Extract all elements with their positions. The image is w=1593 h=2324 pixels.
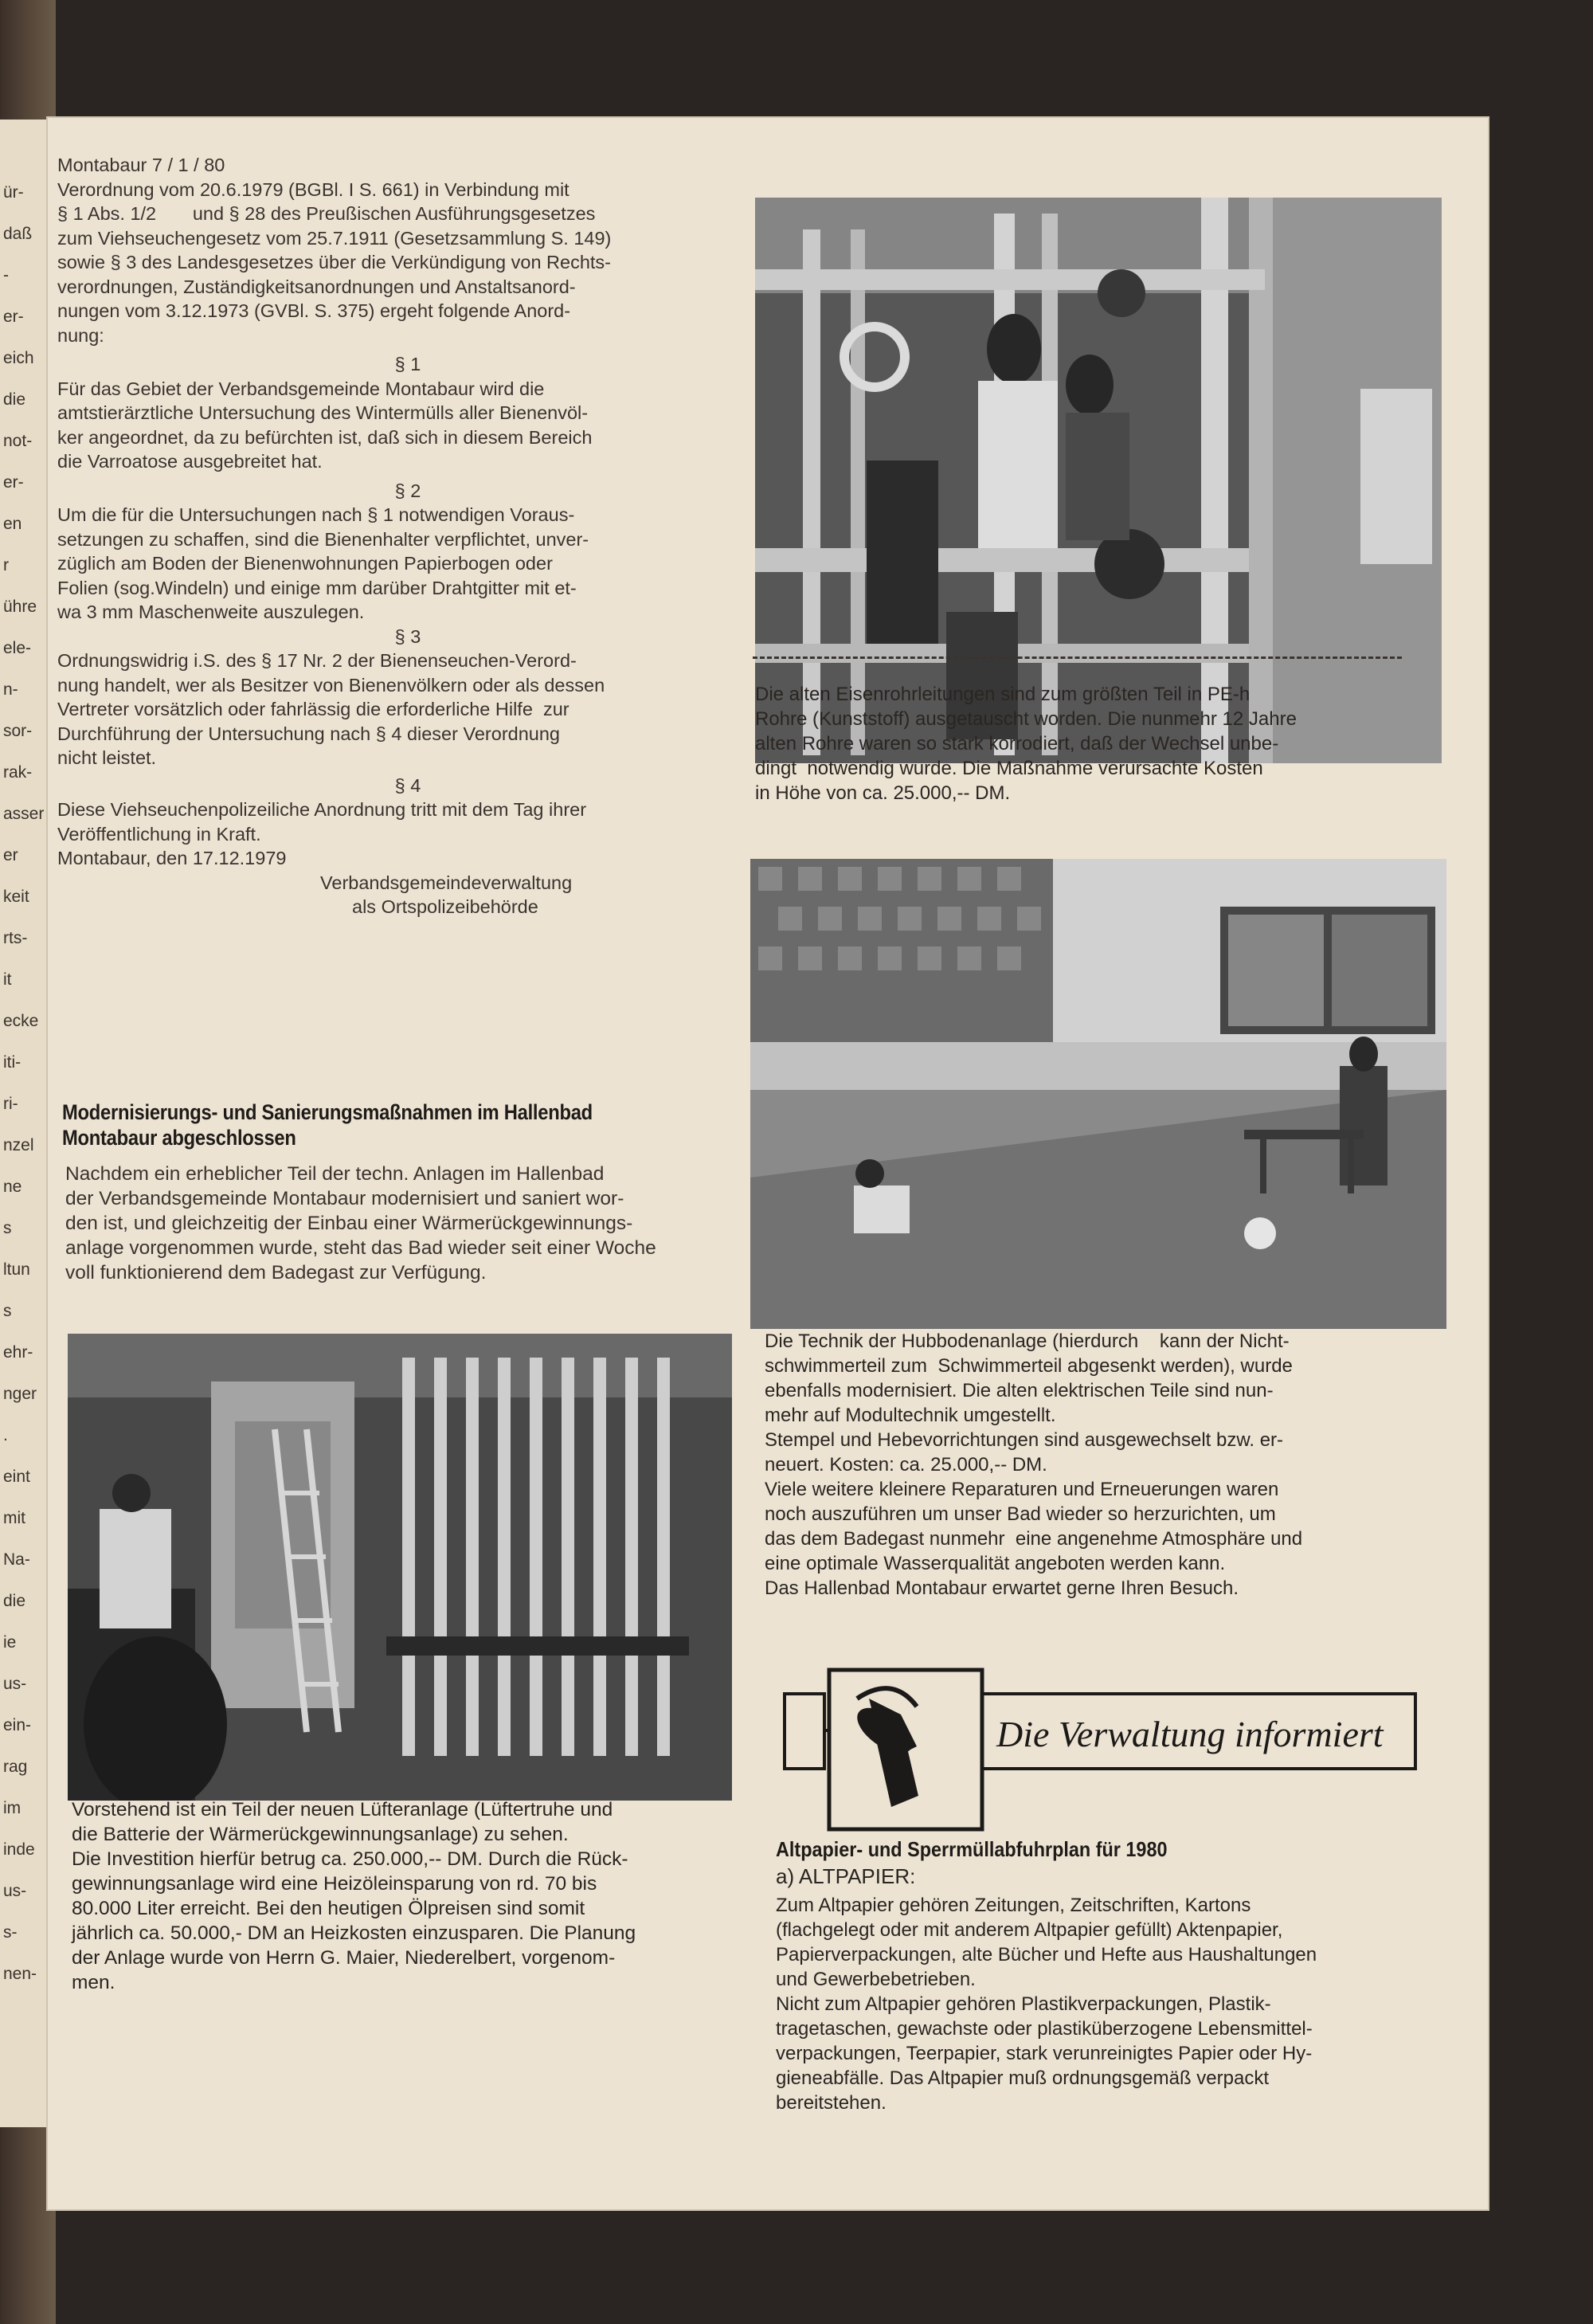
previous-page-fragment: die	[3, 390, 26, 409]
previous-page-fragment: asser	[3, 805, 45, 823]
text-line: amtstierärztliche Untersuchung des Wintermülls aller Bienenvöl-	[57, 402, 589, 423]
text-line: setzungen zu schaffen, sind die Bienenhalter verpflichtet, unver-	[57, 528, 589, 550]
section-2-title: § 2	[394, 480, 421, 501]
previous-page-fragment: er	[3, 846, 18, 864]
verwaltung-informiert-logo	[781, 1667, 1419, 1836]
previous-page-edge	[0, 120, 48, 2127]
previous-page-fragment: rag	[3, 1758, 28, 1776]
text-line: nicht leistet.	[57, 747, 157, 768]
text-line: nung:	[57, 324, 104, 346]
text-line: 80.000 Liter erreicht. Bei den heutigen Ölpreisen sind somit	[72, 1898, 585, 1919]
section-2-text	[57, 503, 758, 625]
signature-role: als Ortspolizeibehörde	[352, 896, 538, 917]
text-line: Die Technik der Hubbodenanlage (hierdurch kann der Nicht-	[765, 1331, 1290, 1352]
text-line: Diese Viehseuchenpolizeiliche Anordnung tritt mit dem Tag ihrer	[57, 799, 587, 820]
signature-authority: Verbandsgemeindeverwaltung	[320, 872, 573, 893]
article-heading-line-2: Montabaur abgeschlossen	[62, 1126, 296, 1150]
text-line: Papierverpackungen, alte Bücher und Hefte aus Haushaltungen	[776, 1944, 1317, 1965]
text-line: Veröffentlichung in Kraft.	[57, 823, 261, 845]
caption-pipes	[755, 682, 1456, 805]
text-line: in Höhe von ca. 25.000,-- DM.	[755, 782, 1011, 804]
text-line: schwimmerteil zum Schwimmerteil abgesenkt werden), wurde	[765, 1355, 1293, 1377]
notice-reference: Montabaur 7 / 1 / 80	[57, 155, 225, 175]
text-line: zum Viehseuchengesetz vom 25.7.1911 (Gesetzsammlung S. 149)	[57, 227, 612, 249]
text-line: das dem Badegast nunmehr eine angenehme Atmosphäre und	[765, 1528, 1303, 1550]
previous-page-fragment: en	[3, 515, 22, 533]
newsletter-page	[48, 118, 1488, 2209]
text-line: Rohre (Kunststoff) ausgetauscht worden. Die nunmehr 12 Jahre	[755, 708, 1297, 730]
text-line: Das Hallenbad Montabaur erwartet gerne Ihren Besuch.	[765, 1577, 1239, 1599]
article-body	[65, 1162, 766, 1285]
text-line: Stempel und Hebevorrichtungen sind ausgewechselt bzw. er-	[765, 1429, 1284, 1451]
text-line: dingt notwendig wurde. Die Maßnahme verursachte Kosten	[755, 758, 1263, 779]
text-line: noch auszuführen um unser Bad wieder so herzurichten, um	[765, 1503, 1276, 1525]
text-line: den ist, und gleichzeitig der Einbau einer Wärmerückgewinnungs-	[65, 1213, 633, 1234]
previous-page-fragment: ne	[3, 1178, 22, 1196]
text-line: sowie § 3 des Landesgesetzes über die Verkündigung von Rechts-	[57, 252, 612, 272]
section-4-title: § 4	[394, 774, 421, 796]
text-line: voll funktionierend dem Badegast zur Verfügung.	[65, 1262, 487, 1283]
previous-page-fragment: us-	[3, 1675, 27, 1693]
text-line: Montabaur, den 17.12.1979	[57, 848, 287, 868]
caption-divider	[753, 656, 1402, 659]
previous-page-fragment: iti-	[3, 1053, 22, 1072]
text-line: Viele weitere kleinere Reparaturen und Erneuerungen waren	[765, 1479, 1279, 1500]
notice-block	[57, 153, 758, 919]
previous-page-fragment: sor-	[3, 722, 33, 740]
previous-page-fragment: r	[3, 556, 9, 574]
text-line: Vorstehend ist ein Teil der neuen Lüfteranlage (Lüftertruhe und	[72, 1799, 613, 1820]
text-line: verpackungen, Teerpapier, stark verunreinigtes Papier oder Hy-	[776, 2043, 1313, 2064]
previous-page-fragment: inde	[3, 1840, 35, 1859]
previous-page-fragment: nzel	[3, 1136, 34, 1154]
previous-page-fragment: eich	[3, 349, 34, 367]
text-line: Nachdem ein erheblicher Teil der techn. Anlagen im Hallenbad	[65, 1163, 605, 1185]
logo-text: Die Verwaltung informiert	[996, 1714, 1384, 1754]
text-line: die Varroatose ausgebreitet hat.	[57, 451, 323, 472]
text-line: Ordnungswidrig i.S. des § 17 Nr. 2 der Bienenseuchen-Verord-	[57, 650, 577, 671]
article-heading	[62, 1099, 763, 1150]
previous-page-fragment: Na-	[3, 1550, 30, 1569]
text-line: Verordnung vom 20.6.1979 (BGBl. I S. 661) in Verbindung mit	[57, 178, 569, 200]
text-line: Um die für die Untersuchungen nach § 1 notwendigen Voraus-	[57, 504, 575, 525]
previous-page-fragment: ri-	[3, 1095, 18, 1113]
ventilation-illustration	[68, 1334, 732, 1801]
text-line: Die alten Eisenrohrleitungen sind zum größten Teil in PE-h	[755, 684, 1251, 705]
notice-intro	[57, 178, 758, 348]
waste-plan-body	[776, 1893, 1461, 2115]
previous-page-fragment: us-	[3, 1882, 27, 1900]
section-3-title: § 3	[394, 625, 421, 647]
previous-page-fragment: it	[3, 970, 12, 989]
previous-page-fragment: nen-	[3, 1965, 37, 1983]
previous-page-fragment: rak-	[3, 763, 33, 782]
pool-illustration	[750, 859, 1446, 1329]
text-line: Für das Gebiet der Verbandsgemeinde Montabaur wird die	[57, 378, 545, 399]
previous-page-fragment: ie	[3, 1633, 17, 1652]
text-line: Die Investition hierfür betrug ca. 250.000,-- DM. Durch die Rück-	[72, 1848, 628, 1870]
previous-page-fragment: -	[3, 266, 9, 284]
previous-page-fragment: .	[3, 1426, 8, 1444]
text-line: nung handelt, wer als Besitzer von Bienenvölkern oder als dessen	[57, 674, 605, 696]
photo-pipe-room	[755, 198, 1442, 763]
text-line: und Gewerbebetrieben.	[776, 1969, 976, 1990]
previous-page-fragment: s	[3, 1302, 12, 1320]
previous-page-fragment: ühre	[3, 598, 37, 616]
text-line: Nicht zum Altpapier gehören Plastikverpackungen, Plastik-	[776, 1993, 1271, 2015]
text-line: tragetaschen, gewachste oder plastiküberzogene Lebensmittel-	[776, 2018, 1313, 2040]
section-4-text	[57, 798, 758, 871]
text-line: Vertreter vorsätzlich oder fahrlässig die erforderliche Hilfe zur	[57, 699, 569, 719]
previous-page-fragment: er-	[3, 473, 24, 492]
previous-page-fragment: keit	[3, 888, 29, 906]
previous-page-fragment: s	[3, 1219, 12, 1237]
text-line: bereitstehen.	[776, 2092, 887, 2114]
previous-page-fragment: ele-	[3, 639, 32, 657]
text-line: ker angeordnet, da zu befürchten ist, daß sich in diesem Bereich	[57, 426, 593, 448]
previous-page-fragment: ür-	[3, 183, 24, 202]
text-line: eine optimale Wasserqualität angeboten werden kann.	[765, 1553, 1226, 1574]
text-line: neuert. Kosten: ca. 25.000,-- DM.	[765, 1454, 1047, 1476]
text-line: verordnungen, Zuständigkeitsanordnungen und Anstaltsanord-	[57, 276, 576, 297]
previous-page-fragment: im	[3, 1799, 22, 1817]
previous-page-fragment: daß	[3, 225, 33, 243]
text-line: gieneabfälle. Das Altpapier muß ordnungsgemäß verpackt	[776, 2067, 1270, 2089]
previous-page-fragment: ehr-	[3, 1343, 33, 1362]
previous-page-fragment: nger	[3, 1385, 37, 1403]
article-heading-line-1: Modernisierungs- und Sanierungsmaßnahmen im Hallenbad	[62, 1100, 593, 1124]
text-line: ebenfalls modernisiert. Die alten elektrischen Teile sind nun-	[765, 1380, 1274, 1401]
pipe-room-illustration	[755, 198, 1442, 763]
section-1-text	[57, 377, 758, 474]
previous-page-fragment: ein-	[3, 1716, 32, 1734]
megaphone-icon	[850, 1688, 920, 1807]
text-line: (flachgelegt oder mit anderem Altpapier gefüllt) Aktenpapier,	[776, 1919, 1283, 1941]
text-line: der Anlage wurde von Herrn G. Maier, Niederelbert, vorgenom-	[72, 1947, 616, 1969]
waste-plan-title: Altpapier- und Sperrmüllabfuhrplan für 1980	[776, 1837, 1168, 1861]
previous-page-fragment: not-	[3, 432, 33, 450]
waste-plan-subtitle: a) ALTPAPIER:	[776, 1864, 916, 1888]
text-line: Folien (sog.Windeln) und einige mm darüber Drahtgitter mit et-	[57, 577, 577, 598]
caption-ventilation	[72, 1797, 773, 1995]
previous-page-fragment: mit	[3, 1509, 25, 1527]
text-line: wa 3 mm Maschenweite auszulegen.	[57, 602, 365, 622]
text-line: anlage vorgenommen wurde, steht das Bad wieder seit einer Woche	[65, 1237, 656, 1259]
previous-page-fragment: rts-	[3, 929, 28, 947]
text-line: gewinnungsanlage wird eine Heizöleinsparung von rd. 70 bis	[72, 1873, 597, 1895]
previous-page-fragment: eint	[3, 1468, 30, 1486]
photo-swimming-pool	[750, 859, 1446, 1329]
text-line: züglich am Boden der Bienenwohnungen Papierbogen oder	[57, 553, 553, 574]
section-1-title: § 1	[394, 354, 421, 374]
text-line: alten Rohre waren so stark korrodiert, daß der Wechsel unbe-	[755, 733, 1279, 754]
text-line: mehr auf Modultechnik umgestellt.	[765, 1405, 1056, 1426]
text-line: nungen vom 3.12.1973 (GVBl. S. 375) ergeht folgende Anord-	[57, 300, 571, 321]
photo-ventilation-unit	[68, 1334, 732, 1801]
previous-page-fragment: er-	[3, 308, 24, 326]
text-line: § 1 Abs. 1/2 und § 28 des Preußischen Ausführungsgesetzes	[57, 203, 596, 224]
previous-page-fragment: die	[3, 1592, 26, 1610]
section-3-text	[57, 649, 758, 770]
text-line: die Batterie der Wärmerückgewinnungsanlage) zu sehen.	[72, 1824, 569, 1845]
text-line: men.	[72, 1972, 115, 1993]
text-line: Durchführung der Untersuchung nach § 4 dieser Verordnung	[57, 723, 560, 744]
previous-page-fragment: ecke	[3, 1012, 39, 1030]
previous-page-fragment: n-	[3, 680, 18, 699]
text-line: der Verbandsgemeinde Montabaur modernisiert und saniert wor-	[65, 1188, 624, 1209]
previous-page-fragment: s-	[3, 1923, 18, 1942]
previous-page-fragment: ltun	[3, 1260, 30, 1279]
text-line: Zum Altpapier gehören Zeitungen, Zeitschriften, Kartons	[776, 1895, 1251, 1916]
text-line: jährlich ca. 50.000,- DM an Heizkosten einzusparen. Die Planung	[72, 1922, 636, 1944]
caption-pool	[765, 1329, 1466, 1601]
